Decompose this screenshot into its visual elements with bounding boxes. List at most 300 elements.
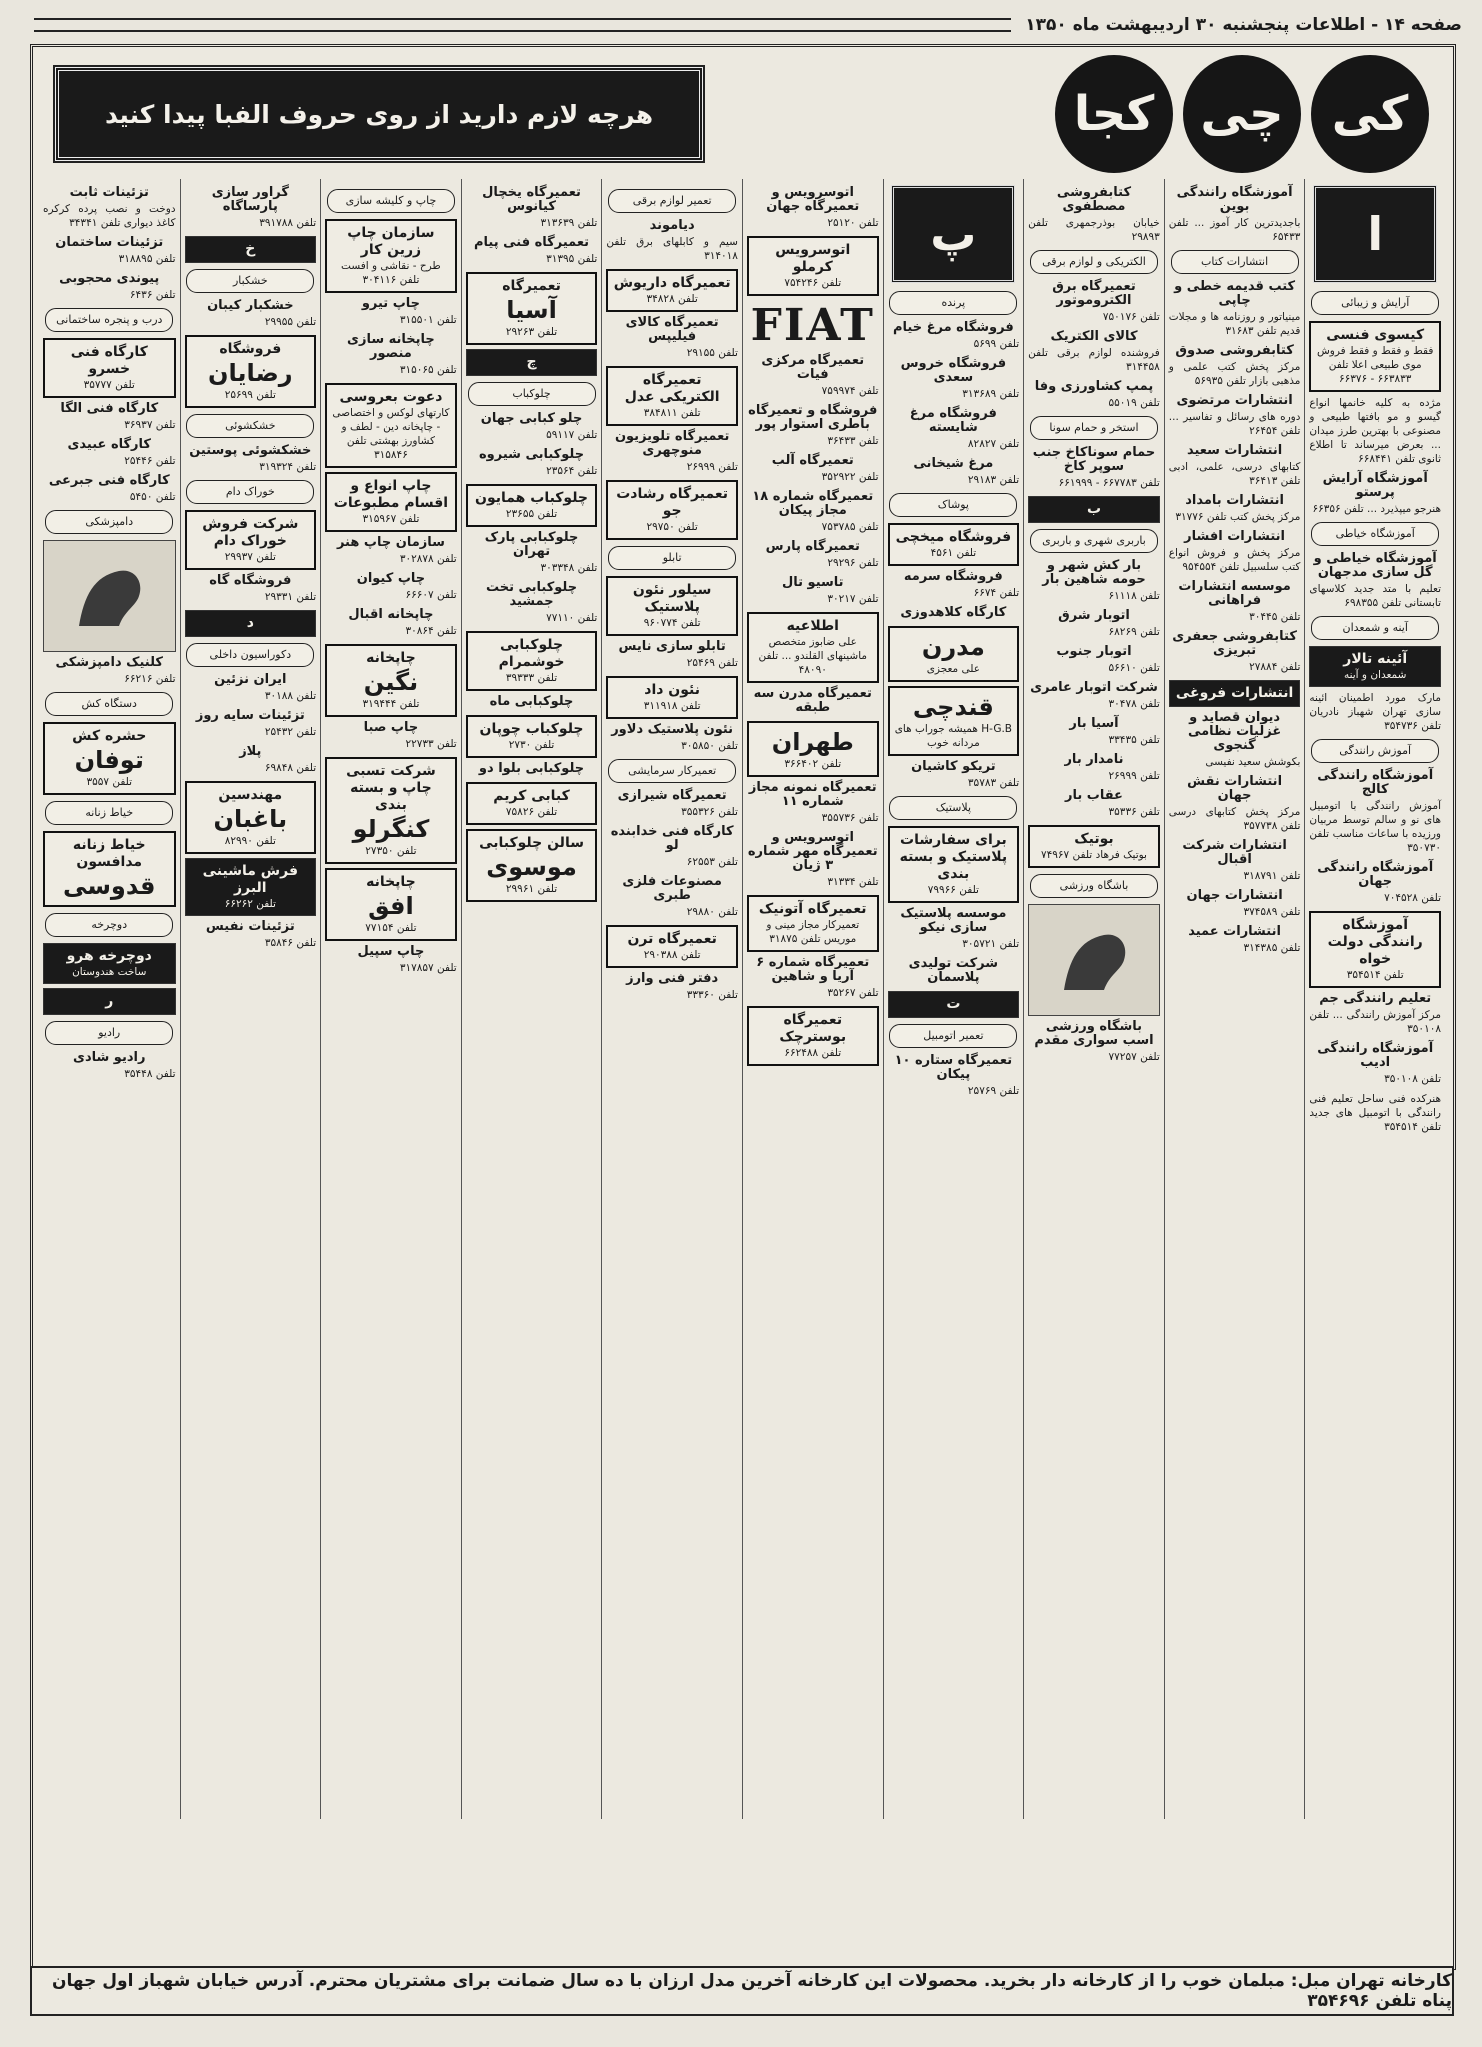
listing-body: مرکز پخش کتب علمی و مذهبی بازار تلفن ۵۶۹۳۵ xyxy=(1168,361,1301,387)
advert-headline: نگین xyxy=(363,668,419,696)
listing-body: تلفن ۶۸۲۶۹ xyxy=(1108,626,1160,638)
listing-text xyxy=(1169,186,1301,244)
advert-headline: افق xyxy=(368,892,414,920)
advert-box xyxy=(466,829,598,902)
listing-body: تعلیم با متد جدید کلاسهای تابستانی تلفن ۶۹۸۳۵۵ xyxy=(1309,583,1441,609)
advert-box xyxy=(325,644,457,717)
listing-body: تلفن ۳۰۲۸۷۸ xyxy=(399,553,457,565)
listing-text xyxy=(1169,925,1301,955)
listing-body: تلفن ۶۶۶۰۷ xyxy=(405,589,457,601)
listing-body: تلفن ۳۱۸۸۹۵ xyxy=(118,253,176,265)
directory-frame xyxy=(30,44,1456,1970)
advert-title: تعمیرگاه xyxy=(502,278,561,294)
listing-body: تلفن ۳۱۳۶۳۹ xyxy=(540,217,598,229)
advert-body: تلفن ۲۵۶۹۹ xyxy=(224,389,276,401)
listing-text xyxy=(606,219,738,263)
column-10 xyxy=(39,179,180,1819)
advert-body: تلفن ۷۹۹۶۶ xyxy=(927,884,979,896)
listing-title: چاپ تیرو xyxy=(361,296,421,311)
advert-box xyxy=(747,612,879,683)
advert-title: اطلاعیه xyxy=(786,618,839,634)
advert-body: تلفن ۷۵۴۲۴۶ xyxy=(784,277,842,289)
listing-body: فروشنده لوازم برقی تلفن ۳۱۴۴۵۸ xyxy=(1028,347,1160,373)
category-label: تابلو xyxy=(608,546,736,570)
listing-title: موسسه انتشارات فراهانی xyxy=(1178,579,1291,608)
advert-title: دعوت بعروسی xyxy=(339,389,443,405)
listing-body: دوخت و نصب پرده کرکره کاغذ دیواری تلفن ۳۴۳۴۱ xyxy=(42,203,176,229)
advert-headline: باغبان xyxy=(213,805,288,833)
advert-headline: مدرن xyxy=(921,633,985,661)
category-label: چلوکباب xyxy=(468,382,596,406)
listing-body: تلفن ۷۰۴۵۲۸ xyxy=(1384,892,1441,904)
listing-text xyxy=(1309,396,1441,466)
listing-title: انتشارات عمید xyxy=(1188,924,1281,939)
advert-body: تلفن ۲۹۲۶۳ xyxy=(505,326,558,338)
listing-text xyxy=(43,474,176,504)
listing-text xyxy=(466,186,598,230)
category-label: آموزش رانندگی xyxy=(1311,739,1439,763)
advert-title: بوتیک xyxy=(1074,831,1114,847)
listing-title: اتوبار جنوب xyxy=(1056,644,1132,659)
listing-text xyxy=(1169,494,1301,524)
listing-body: سیم و کابلهای برق تلفن ۳۱۴۰۱۸ xyxy=(606,236,738,262)
advert-box xyxy=(747,721,879,777)
advert-box xyxy=(43,722,176,795)
advert-box xyxy=(888,826,1020,903)
listing-text xyxy=(185,745,317,775)
advert-box xyxy=(466,782,598,825)
advert-title: فرش ماشینی البرز xyxy=(202,863,298,896)
advert-title: سازمان چاپ زرین کار xyxy=(347,225,435,258)
listing-body: تلفن ۷۵۹۹۷۴ xyxy=(821,385,879,397)
category-label: تعمیر اتومبیل xyxy=(889,1024,1017,1048)
listing-title: چلو کبابی جهان xyxy=(480,411,583,426)
listing-title: فروشگاه سرمه xyxy=(903,569,1003,584)
advert-body: تلفن ۲۹۷۵۰ xyxy=(646,521,698,533)
listing-title: چاپخانه اقبال xyxy=(348,607,434,622)
listing-text xyxy=(1028,1020,1160,1064)
advert-title: چاپخانه xyxy=(366,874,416,890)
listing-body: دوره های رسائل و تفاسیر ... تلفن ۲۶۴۵۴ xyxy=(1168,411,1301,437)
column-5 xyxy=(742,179,883,1819)
listing-title: تعمیرگاه شماره ۱۸ مجاز پیکان xyxy=(752,489,874,518)
advert-box xyxy=(185,236,317,263)
listing-title: فروشگاه و تعمیرگاه باطری استوار پور xyxy=(748,403,878,432)
listing-title: تعلیم رانندگی جم xyxy=(1319,991,1432,1006)
listing-title: کارگاه فنی خدابنده لو xyxy=(610,824,734,853)
listing-text xyxy=(43,272,176,302)
listing-body: تلفن ۳۵۳۳۶ xyxy=(1108,806,1160,818)
listing-title: اتوبار شرق xyxy=(1058,608,1130,623)
listing-text xyxy=(888,321,1020,351)
advert-title: چلوکباب همایون xyxy=(475,490,589,506)
listing-text xyxy=(43,438,176,468)
listing-text xyxy=(185,673,317,703)
category-label: باربری شهری و باربری xyxy=(1030,529,1158,553)
listing-text xyxy=(1169,280,1301,338)
advert-title: سیلور نئون پلاستیک xyxy=(632,582,712,615)
listing-body: مرکز پخش کتابهای درسی تلفن ۳۵۷۷۳۸ xyxy=(1168,806,1301,832)
listing-text xyxy=(1169,444,1301,488)
advert-box xyxy=(606,676,738,719)
listing-body: تلفن ۲۵۴۴۶ xyxy=(124,455,176,467)
category-label: درب و پنجره ساختمانی xyxy=(45,308,173,332)
listing-body: تلفن ۳۰۸۶۴ xyxy=(405,625,457,637)
listing-text xyxy=(747,186,879,230)
advert-box xyxy=(747,1006,879,1066)
listing-text xyxy=(1028,681,1160,711)
advert-box xyxy=(606,925,738,968)
advert-box xyxy=(466,631,598,691)
listing-title: انتشارات افشار xyxy=(1184,529,1286,544)
advert-box xyxy=(888,523,1020,566)
advert-box xyxy=(888,991,1020,1018)
listing-text xyxy=(747,404,879,448)
advert-title: خ xyxy=(245,241,256,257)
listing-title: تزئینات ثابت xyxy=(69,185,149,200)
listing-body: تلفن ۲۹۱۵۵ xyxy=(686,347,738,359)
listing-title: کارگاه فنی جبرعی xyxy=(48,473,170,488)
listing-text xyxy=(1169,775,1301,833)
listing-title: تعمیرگاه برق الکتروموتور xyxy=(1052,279,1136,308)
column-9 xyxy=(180,179,321,1819)
listing-text xyxy=(606,640,738,670)
advert-title: حشره کش xyxy=(72,728,147,744)
listing-text xyxy=(1028,645,1160,675)
listing-text xyxy=(1028,789,1160,819)
column-1 xyxy=(1304,179,1445,1819)
advert-box xyxy=(185,335,317,408)
listing-text xyxy=(1169,344,1301,388)
header-rule xyxy=(34,18,1011,32)
listing-text xyxy=(185,709,317,739)
advert-body: علی ضابوز متخصص ماشینهای القلندو ... تلفن ۴۸۰۹۰ xyxy=(758,636,868,676)
listing-body: تلفن ۶۶۷۷۸۳ - ۶۶۱۹۹۹ xyxy=(1058,477,1160,489)
advert-box xyxy=(43,988,176,1015)
advert-box xyxy=(325,757,457,864)
listing-title: نئون پلاستیک دلاور xyxy=(611,722,734,737)
advert-body: تلفن ۳۶۶۴۰۲ xyxy=(784,758,842,770)
listing-text xyxy=(747,831,879,889)
category-label: خوراک دام xyxy=(186,480,314,504)
category-label: پلاستیک xyxy=(889,796,1017,820)
listing-title: چاپخانه سازی منصور xyxy=(347,332,435,361)
listing-body: تلفن ۳۵۷۸۳ xyxy=(967,777,1020,789)
listing-text xyxy=(1309,691,1441,733)
advert-headline: توفان xyxy=(74,746,144,774)
listing-body: تلفن ۳۹۱۷۸۸ xyxy=(259,217,317,229)
listing-title: آموزشگاه رانندگی کالج xyxy=(1317,768,1434,797)
listing-body: تلفن ۲۶۹۹۹ xyxy=(1108,770,1160,782)
banner-slogan: هرچه لازم دارید از روی حروف الفبا پیدا کنید xyxy=(55,67,703,161)
advert-title: نئون داد xyxy=(644,682,701,698)
listing-title: چاپ کیوان xyxy=(356,571,426,586)
footer-advert: کارخانه تهران مبل: مبلمان خوب را از کارخانه دار بخرید. محصولات این کارخانه آخرین مدل ارزان با ده سال ضمانت برای مشتریان محترم. آدرس خیابان شهباز اول جهان پناه تلفن ۳۵۴۶۹۶ xyxy=(30,1966,1454,2016)
listing-title: کتب قدیمه خطی و چاپی xyxy=(1174,279,1296,308)
advert-box xyxy=(606,480,738,540)
listing-text xyxy=(185,299,317,329)
listing-body: تلفن ۳۱۴۳۸۵ xyxy=(1243,942,1301,954)
listing-body: تلفن ۲۹۸۸۰ xyxy=(686,906,738,918)
listing-text xyxy=(888,570,1020,600)
section-letter: پ xyxy=(891,185,1015,283)
advert-title: ر xyxy=(105,993,114,1009)
listing-text xyxy=(185,920,317,950)
advert-body: تلفن ۴۵۶۱ xyxy=(930,547,977,559)
advert-body: تلفن ۶۶۲۶۲ xyxy=(224,898,276,910)
listing-title: آموزشگاه رانندگی ادیب xyxy=(1317,1041,1434,1070)
listing-body: تلفن ۲۵۱۲۰ xyxy=(827,217,879,229)
advert-body: تلفن ۳۵۵۷ xyxy=(86,776,133,788)
advert-title: شرکت تسبی چاپ و بسته بندی xyxy=(346,763,436,813)
listing-body: تلفن ۳۱۵۰۶۵ xyxy=(399,364,457,376)
advert-body: طرح - نقاشی و افست تلفن ۳۰۴۱۱۶ xyxy=(341,260,441,286)
advert-headline: قدوسی xyxy=(63,872,156,900)
advert-headline: طهران xyxy=(771,728,854,756)
listing-text xyxy=(1028,330,1160,374)
listing-body: تلفن ۶۹۸۴۸ xyxy=(264,762,317,774)
advert-title: آئینه تالار xyxy=(1343,651,1408,667)
listing-title: باشگاه ورزشی اسب سواری مقدم xyxy=(1034,1019,1154,1048)
listing-body: تلفن ۲۹۹۵۵ xyxy=(264,316,317,328)
listing-title: تعمیرگاه کالای فیلیپس xyxy=(625,315,719,344)
listing-text xyxy=(466,236,598,266)
listing-text xyxy=(1309,1092,1441,1134)
listing-title: مصنوعات فلزی طبری xyxy=(622,874,722,903)
listing-title: تعمیرگاه نمونه مجاز شماره ۱۱ xyxy=(748,780,877,809)
listing-title: تعمیرگاه یخچال کیانوس xyxy=(482,185,581,214)
listing-text xyxy=(43,186,176,230)
advert-body: تلفن ۲۹۹۶۱ xyxy=(505,883,558,895)
listing-title: تزئینات ساختمان xyxy=(55,235,164,250)
advert-body: تلفن ۷۷۱۵۴ xyxy=(365,922,417,934)
category-label: الکتریکی و لوازم برقی xyxy=(1030,250,1158,274)
advert-title: تعمیرگاه داریوش xyxy=(613,275,731,291)
listing-title: دیاموند xyxy=(649,218,695,233)
listing-title: سازمان چاپ هنر xyxy=(336,535,445,550)
listing-title: چلوکبابی ماه xyxy=(489,694,574,709)
listing-text xyxy=(325,536,457,566)
listing-body: تلفن ۳۰۱۸۸ xyxy=(264,690,317,702)
advert-body: تلفن ۳۴۸۲۸ xyxy=(646,293,698,305)
listing-title: چلوکبابی بلوا دو xyxy=(478,761,585,776)
listing-text xyxy=(747,576,879,606)
advert-box xyxy=(606,576,738,636)
column-3 xyxy=(1023,179,1164,1819)
advert-title: تعمیرگاه ترن xyxy=(627,931,717,947)
listing-text xyxy=(325,572,457,602)
listing-text xyxy=(888,907,1020,951)
listing-body: تلفن ۷۷۱۱۰ xyxy=(546,612,598,624)
listing-text xyxy=(1309,769,1441,855)
listing-body: تلفن ۲۵۷۶۹ xyxy=(967,1085,1020,1097)
listing-title: تعمیرگاه پارس xyxy=(765,539,860,554)
advert-box xyxy=(325,472,457,532)
advert-box xyxy=(1309,911,1441,988)
listing-body: آموزش رانندگی با اتومبیل های نو و سالم توسط مربیان ورزیده با ساعات مناسب تلفن ۳۵۰۷۳۰ xyxy=(1309,800,1441,854)
advert-body: شمعدان و آینه xyxy=(1343,669,1407,681)
section-letter: ا xyxy=(1313,185,1437,283)
listing-body: باجدیدترین کار آموز ... تلفن ۶۵۴۳۳ xyxy=(1168,217,1301,243)
listing-body: مینیاتور و روزنامه ها و مجلات قدیم تلفن ۳۱۶۸۳ xyxy=(1168,311,1301,337)
listing-body: تلفن ۲۳۵۶۴ xyxy=(546,465,598,477)
listing-body: تلفن ۵۶۹۹ xyxy=(973,338,1020,350)
listing-title: اتوسرویس و تعمیرگاه مهر شماره ۳ ژیان xyxy=(747,830,878,873)
advert-body: تلفن ۳۸۴۸۱۱ xyxy=(643,407,701,419)
advert-title: کبابی کریم xyxy=(493,788,570,804)
listing-text xyxy=(466,695,598,709)
advert-title: کارگاه فنی خسرو xyxy=(70,344,148,377)
listing-title: حمام سوناکاخ جنب سوپر کاخ xyxy=(1032,445,1156,474)
advert-box xyxy=(466,349,598,376)
listing-text xyxy=(1169,630,1301,674)
category-label: آینه و شمعدان xyxy=(1311,616,1439,640)
listing-body: تلفن ۳۰۳۳۴۸ xyxy=(540,562,598,574)
listing-text xyxy=(747,540,879,570)
advert-box xyxy=(43,338,176,398)
category-label: باشگاه ورزشی xyxy=(1030,874,1158,898)
listing-title: تعمیرگاه آلب xyxy=(771,453,854,468)
listing-text xyxy=(606,723,738,753)
page-header xyxy=(20,12,1462,38)
listing-body: تلفن ۵۶۶۱۰ xyxy=(1108,662,1160,674)
listing-text xyxy=(888,1054,1020,1098)
advert-body: ساخت هندوستان xyxy=(72,966,147,978)
advert-title: انتشارات فروغی xyxy=(1175,685,1294,701)
listing-text xyxy=(888,606,1020,620)
listing-title: کتابفروشی جعفری تبریزی xyxy=(1172,629,1297,658)
listing-title: آموزشگاه رانندگی جهان xyxy=(1317,860,1434,889)
advert-body: تلفن ۳۵۴۵۱۴ xyxy=(1346,969,1404,981)
advert-body: تعمیرکار مجاز مینی و موریس تلفن ۳۱۸۷۵ xyxy=(766,919,860,945)
listing-body: تلفن ۳۷۴۵۸۹ xyxy=(1243,906,1301,918)
listing-text xyxy=(888,957,1020,985)
listing-body: تلفن ۶۲۵۵۳ xyxy=(686,856,738,868)
advert-body: تلفن ۳۱۹۴۴۴ xyxy=(362,698,420,710)
advert-box xyxy=(185,510,317,570)
advert-box xyxy=(747,236,879,296)
advert-title: اتوسرویس کرملو xyxy=(775,242,851,275)
listing-text xyxy=(606,316,738,360)
dog-image xyxy=(43,540,176,652)
advert-body: تلفن ۶۶۲۴۸۸ xyxy=(784,1047,842,1059)
listing-title: اتوسرویس و تعمیرگاه جهان xyxy=(766,185,860,214)
advert-title: کیسوی فنسی xyxy=(1326,327,1425,343)
listing-title: فروشگاه مرغ خیام xyxy=(893,320,1014,335)
advert-title: تعمیرگاه الکتریکی عدل xyxy=(624,372,720,405)
listing-text xyxy=(1309,1042,1441,1086)
listing-title: چلوکبابی پارک تهران xyxy=(484,530,579,559)
listing-title: کتابفروشی صدوق xyxy=(1175,343,1294,358)
listing-title: تعمیرگاه شیرازی xyxy=(617,788,727,803)
listing-text xyxy=(185,186,317,230)
listing-title: آموزشگاه آرایش پرستو xyxy=(1322,471,1428,500)
advert-box xyxy=(1169,680,1301,707)
banner-circle-who: کی xyxy=(1311,55,1429,173)
listing-text xyxy=(325,721,457,751)
listing-text xyxy=(747,454,879,484)
advert-title: خیاط زنانه مدافسون xyxy=(72,837,146,870)
advert-title: فروشگاه میخچی xyxy=(895,529,1012,545)
advert-body: H-G.B همیشه جوراب های مردانه خوب xyxy=(894,723,1012,749)
listing-title: کارگاه کلاهدوزی xyxy=(900,605,1007,620)
listing-body: تلفن ۳۰۲۱۷ xyxy=(827,593,879,605)
listing-title: نامدار بار xyxy=(1064,752,1124,767)
listing-title: چلوکبابی تخت جمشید xyxy=(485,580,578,609)
listing-body: مژده به کلیه خانمها انواع گیسو و مو بافتها طبیعی و مصنوعی با بهترین طرز میدان ... بعرض میرساند تا اطلاع ثانوی تلفن ۶۶۸۴۴۱ xyxy=(1309,397,1441,465)
listing-body: تلفن ۲۲۷۳۳ xyxy=(405,738,457,750)
category-label: رادیو xyxy=(45,1021,173,1045)
advert-title: برای سفارشات پلاستیک و بسته بندی xyxy=(899,832,1008,882)
advert-title: شرکت فروش خوراک دام xyxy=(202,516,299,549)
listing-body: تلفن ۳۱۵۵۰۱ xyxy=(399,314,457,326)
advert-title: چ xyxy=(526,354,537,370)
column-8 xyxy=(320,179,461,1819)
advert-box xyxy=(606,366,738,426)
listing-body: هنرجو میپذیرد ... تلفن ۶۶۳۵۶ xyxy=(1312,503,1441,515)
listing-body: تلفن ۳۰۴۷۸ xyxy=(1108,698,1160,710)
listing-text xyxy=(325,333,457,377)
advert-headline: قندچی xyxy=(912,693,994,721)
advert-title: تعمیرگاه بوسترچک xyxy=(779,1012,847,1045)
listing-text xyxy=(466,448,598,478)
brand-logo: FIAT xyxy=(750,300,875,351)
category-label: خشکبار xyxy=(186,269,314,293)
advert-body: تلفن ۳۹۳۳۳ xyxy=(505,672,558,684)
listing-text xyxy=(1169,839,1301,883)
category-label: دوچرخه xyxy=(45,913,173,937)
listing-body: تلفن ۳۰۵۷۲۱ xyxy=(962,938,1020,950)
listing-title: شرکت تولیدی پلاسمان xyxy=(908,956,999,985)
listing-title: انتشارات جهان xyxy=(1186,888,1283,903)
category-label: آرایش و زیبائی xyxy=(1311,291,1439,315)
category-label: خیاط زنانه xyxy=(45,801,173,825)
listing-title: دفتر فنی وارز xyxy=(626,971,719,986)
advert-title: تعمیرگاه آتونیک xyxy=(758,901,867,917)
listing-text xyxy=(1028,753,1160,783)
listing-text xyxy=(1028,446,1160,490)
listing-body: مارک مورد اطمینان ائینه سازی تهران شهباز نادریان تلفن ۳۵۴۷۳۶ xyxy=(1309,692,1441,732)
listing-body: خیابان بوذرجمهری تلفن ۲۹۸۹۳ xyxy=(1028,217,1160,243)
listing-title: تعمیرگاه تلویزیون منوچهری xyxy=(614,429,730,458)
listing-text xyxy=(606,430,738,474)
listing-body: تلفن ۷۷۲۵۷ xyxy=(1108,1051,1160,1063)
listing-text xyxy=(466,581,598,625)
listing-body: تلفن ۳۵۵۷۳۶ xyxy=(821,812,879,824)
listing-body: هنرکده فنی ساحل تعلیم فنی رانندگی با اتومبیل های جدید تلفن ۳۵۴۵۱۴ xyxy=(1309,1093,1441,1133)
advert-body: تلفن ۳۵۷۷۷ xyxy=(83,379,135,391)
advert-body: تلفن ۲۹۰۳۸۸ xyxy=(643,949,701,961)
listing-body: تلفن ۳۵۰۱۰۸ xyxy=(1384,1073,1441,1085)
listing-body: تلفن ۳۳۴۳۵ xyxy=(1108,734,1160,746)
advert-body: تلفن ۹۶۰۷۷۴ xyxy=(643,617,701,629)
category-label: دستگاه کش xyxy=(45,692,173,716)
listing-title: گراور سازی پارساگاه xyxy=(211,185,289,214)
listing-title: پیوندی محجوبی xyxy=(59,271,160,286)
advert-box xyxy=(325,383,457,468)
advert-box xyxy=(888,686,1020,756)
advert-title: مهندسین xyxy=(218,787,283,803)
advert-body: تلفن ۲۳۶۵۵ xyxy=(505,508,558,520)
advert-box xyxy=(466,272,598,345)
listing-title: تعمیرگاه ستاره ۱۰ پیکان xyxy=(894,1053,1013,1082)
listing-body: تلفن ۶۴۳۶ xyxy=(129,289,176,301)
listing-body: تلفن ۳۱۸۷۹۱ xyxy=(1243,870,1301,882)
advert-box xyxy=(185,610,317,637)
advert-box xyxy=(325,868,457,941)
advert-title: ت xyxy=(946,996,961,1012)
listing-text xyxy=(1309,472,1441,516)
